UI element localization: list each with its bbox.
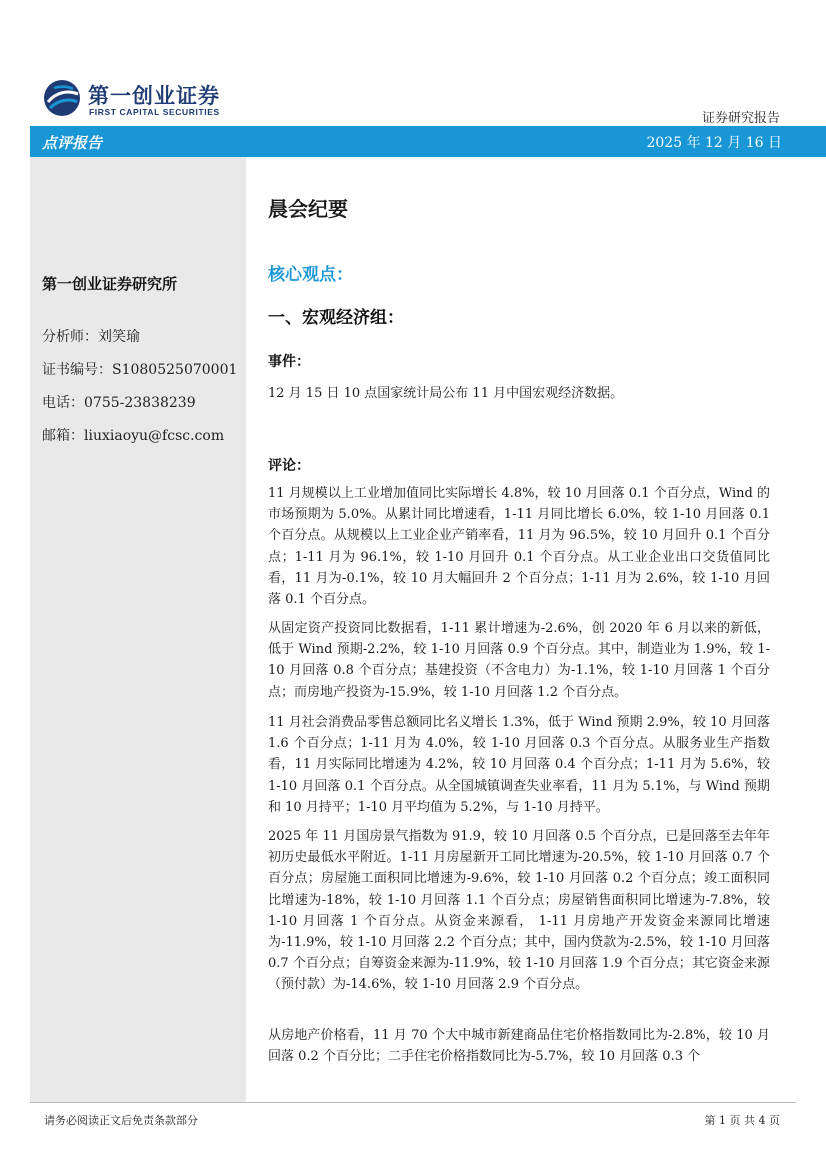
report-date: 2025 年 12 月 16 日 bbox=[646, 135, 782, 151]
event-label: 事件： bbox=[268, 354, 310, 370]
email-address: 邮箱：liuxiaoyu@fcsc.com bbox=[42, 428, 225, 444]
logo-text-cn: 第一创业证券 bbox=[88, 84, 220, 108]
comment-label: 评论： bbox=[268, 458, 310, 474]
phone-number: 电话：0755-23838239 bbox=[42, 395, 196, 411]
certificate-number: 证书编号：S1080525070001 bbox=[42, 362, 238, 378]
paragraph-consumption: 11 月社会消费品零售总额同比名义增长 1.3%，低于 Wind 预期 2.9%，较 10 月回落 1.6 个百分点；1-11 月为 4.0%，较 1-10 月回落 0.3 个百分点。从服务业生产指数看，11 月实际同比增速为 4.2%，较 10 月回落 0.4 个百分点；1-11 月为 5.6%，较 1-10 月回落 0.1 个百分点。从全国城镇调查失业率看，11 月为 5.1%，与 Wind 预期和 10 月持平；1-10 月平均值为 5.2%，与 1-10 月持平。 bbox=[268, 715, 770, 815]
footer-divider bbox=[30, 1102, 796, 1103]
report-type: 证券研究报告 bbox=[701, 111, 780, 126]
macro-section-heading: 一、宏观经济组： bbox=[268, 308, 404, 328]
globe-logo-icon bbox=[42, 78, 82, 118]
header-banner bbox=[30, 126, 826, 157]
paragraph-investment: 从固定资产投资同比数据看，1-11 累计增速为-2.6%，创 2020 年 6 月以来的新低，低于 Wind 预期-2.2%，较 1-10 月回落 0.9 个百分点。其中，制造业为 1.9%，较 1-10 月回落 0.8 个百分点；基建投资（不含电力）为-1.1%，较 1-10 月回落 1 个百分点；而房地产投资为-15.9%，较 1-10 月回落 1.2 个百分点。 bbox=[268, 621, 770, 700]
analyst-sidebar bbox=[30, 157, 246, 1102]
page-title: 晨会纪要 bbox=[268, 197, 348, 221]
company-logo bbox=[42, 78, 232, 122]
page-number: 第 1 页 共 4 页 bbox=[704, 1114, 780, 1127]
logo-text-en: FIRST CAPITAL SECURITIES bbox=[89, 107, 220, 117]
analyst-name: 分析师：刘笑瑜 bbox=[42, 329, 140, 345]
research-institute: 第一创业证券研究所 bbox=[42, 275, 178, 293]
core-views-heading: 核心观点： bbox=[268, 265, 353, 285]
report-category: 点评报告 bbox=[42, 134, 103, 152]
event-text: 12 月 15 日 10 点国家统计局公布 11 月中国宏观经济数据。 bbox=[268, 386, 624, 401]
paragraph-housing-price: 从房地产价格看，11 月 70 个大中城市新建商品住宅价格指数同比为-2.8%，较 10 月回落 0.2 个百分比；二手住宅价格指数同比为-5.7%，较 10 月回落 0.3 个 bbox=[268, 1028, 770, 1065]
paragraph-industry: 11 月规模以上工业增加值同比实际增长 4.8%，较 10 月回落 0.1 个百分点，Wind 的市场预期为 5.0%。从累计同比增速看，1-11 月同比增长 6.0%，较 1-10 月回落 0.1 个百分点。从规模以上工业企业产销率看，11 月为 96.5%，较 10 月回升 0.1 个百分点；1-11 月为 96.1%，较 1-10 月回升 0.1 个百分点。从工业企业出口交货值同比看，11 月为-0.1%，较 10 月大幅回升 2 个百分点；1-11 月为 2.6%，较 1-10 月回落 0.1 个百分点。 bbox=[268, 486, 770, 608]
paragraph-real-estate: 2025 年 11 月国房景气指数为 91.9，较 10 月回落 0.5 个百分点，已是回落至去年年初历史最低水平附近。1-11 月房屋新开工同比增速为-20.5%，较 1-10 月回落 0.7 个百分点；房屋施工面积同比增速为-9.6%，较 1-10 月回落 0.2 个百分点；竣工面积同比增速为-18%，较 1-10 月回落 1.1 个百分点；房屋销售面积同比增速为-7.8%，较 1-10 月回落 1 个百分点。从资金来源看， 1-11 月房地产开发资金来源同比增速为-11.9%，较 1-10 月回落 2.2 个百分点；其中，国内贷款为-2.5%，较 1-10 月回落 0.7 个百分点；自筹资金来源为-11.9%，较 1-10 月回落 1.9 个百分点；其它资金来源（预付款）为-14.6%，较 1-10 月回落 2.9 个百分点。 bbox=[268, 829, 770, 993]
footer-disclaimer: 请务必阅读正文后免责条款部分 bbox=[44, 1114, 198, 1127]
